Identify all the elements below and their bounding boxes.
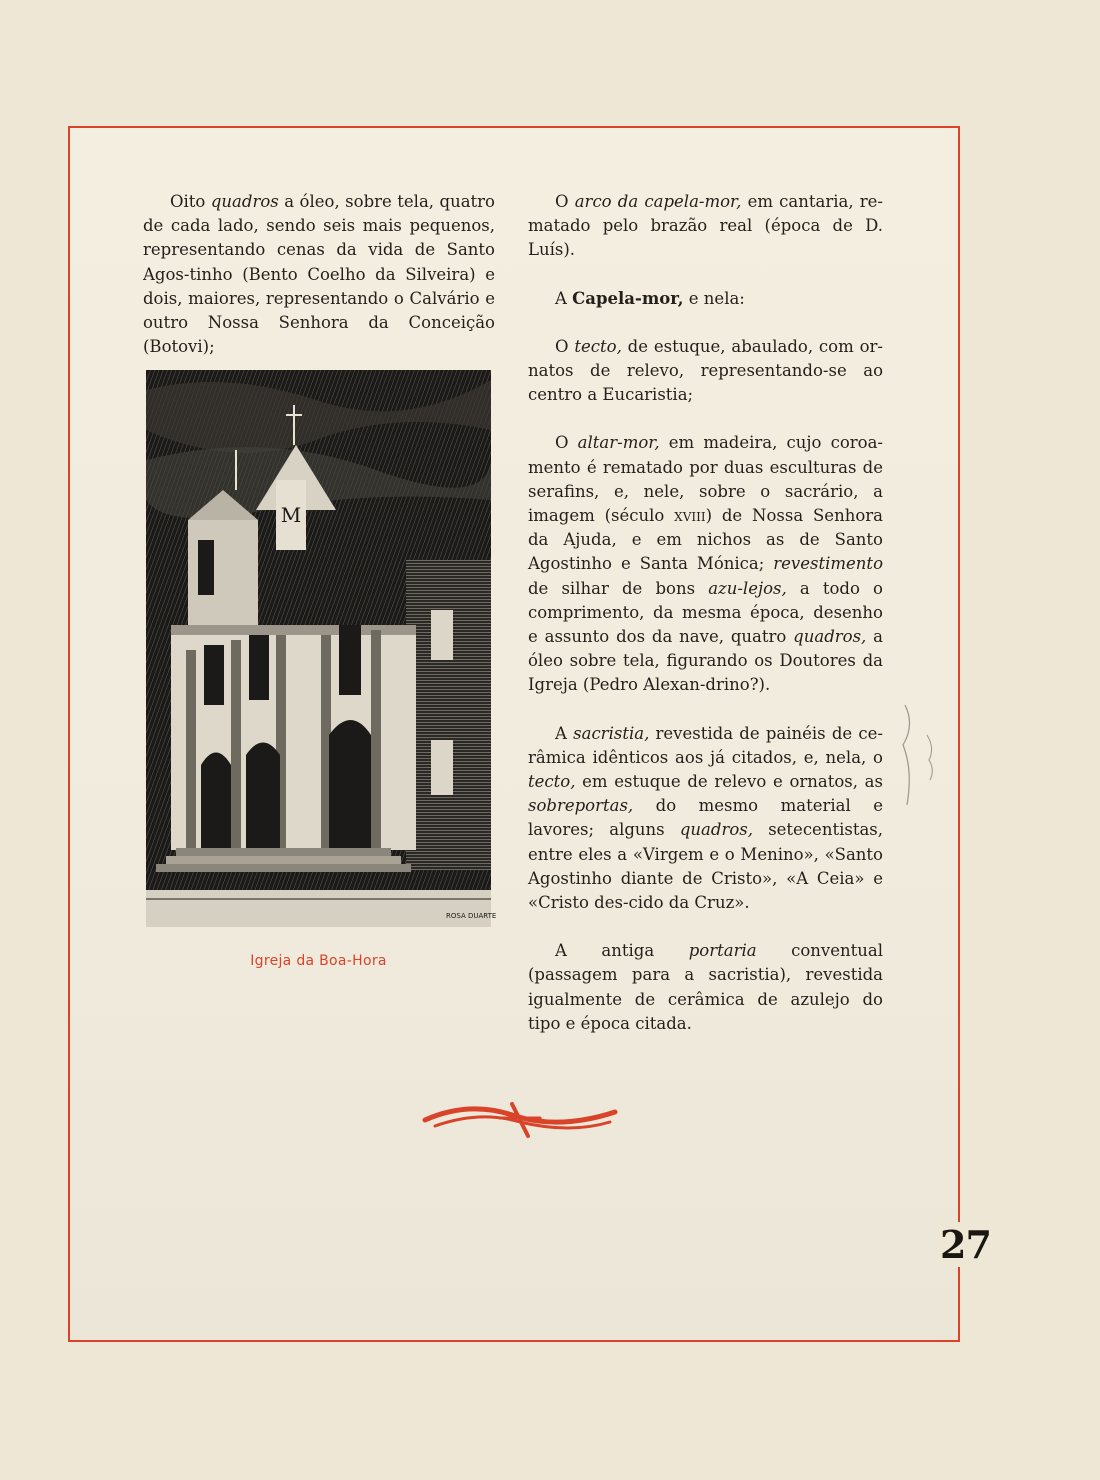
left-column <box>143 190 495 383</box>
text-run: O <box>555 336 575 356</box>
text-run: a óleo sobre tela, figurando os Doutores da Igreja (Pedro Alexan-drino?). <box>528 627 883 695</box>
text-run: O <box>555 192 575 211</box>
text-run: a todo o comprimento, da mesma época, desenho e assunto dos da nave, quatro <box>528 578 883 647</box>
italic-run: arco da capela-mor, <box>574 192 742 211</box>
paragraph <box>528 431 883 697</box>
italic-run: quadros <box>210 192 279 211</box>
italic-run: sobreportas, <box>528 796 634 816</box>
paragraph <box>528 287 883 311</box>
figure-caption: Igreja da Boa-Hora <box>250 953 387 969</box>
svg-text:M: M <box>280 503 302 527</box>
paragraph <box>528 190 883 263</box>
italic-run: portaria <box>688 941 757 961</box>
text-run: de silhar de bons <box>528 578 709 598</box>
paragraph <box>528 939 883 1036</box>
text-run: em madeira, cujo coroa-mento é rematado por duas esculturas de serafins, e, nele, sobre o sacrário, a imagem (século <box>528 433 883 526</box>
italic-run: tecto, <box>574 336 622 356</box>
italic-run: revestimento <box>773 554 883 574</box>
paragraph <box>528 722 883 916</box>
text-run: setecentistas, entre eles a «Virgem e o Menino», «Santo Agostinho diante de Cristo», «A Ceia» e «Cristo des-cido da Cruz». <box>528 820 884 913</box>
paragraph <box>528 335 883 408</box>
page-number: 27 <box>936 1222 995 1267</box>
text-run: O <box>555 433 578 453</box>
italic-run: quadros, <box>679 820 753 840</box>
text-run: conventual (passagem para a sacristia), revestida igualmente de cerâmica de azulejo do tipo e época citada. <box>528 941 883 1033</box>
flourish-ornament-icon <box>420 1100 620 1144</box>
text-run: A <box>555 288 573 308</box>
text-run: revestida de painéis de ce-râmica idênticos aos já citados, e, nela, o <box>528 723 883 767</box>
text-run: em estuque de relevo e ornatos, as <box>575 772 883 792</box>
text-run: Oito <box>170 192 211 211</box>
text-run: A <box>555 723 574 743</box>
text-run: de estuque, abaulado, com or-natos de relevo, representando-se ao centro a Eucaristia; <box>528 336 883 405</box>
italic-run: sacristia, <box>573 723 650 743</box>
text-run: do mesmo material e lavores; alguns <box>528 796 883 840</box>
text-run: a óleo, sobre tela, quatro de cada lado, sendo seis mais pequenos, representando cenas da vida de Santo Agos-tinho (Bento Coelho da Silveira) e dois, maiores, representando o Calvário e outro Nossa Senhora da Conceição (Botovi); <box>143 192 495 357</box>
text-run: A antiga <box>555 941 689 961</box>
italic-run: tecto, <box>528 772 576 792</box>
text-run: xviii <box>674 506 706 526</box>
text-run: e nela: <box>683 288 745 308</box>
italic-run: quadros, <box>793 627 867 647</box>
text-run: em cantaria, re-matado pelo brazão real (época de D. Luís). <box>528 192 883 260</box>
text-run: ) de Nossa Senhora da Ajuda, e em nichos as de Santo Agostinho e Santa Mónica; <box>528 506 883 574</box>
right-column <box>528 190 883 1060</box>
paragraph <box>143 190 495 359</box>
engraving-signature: ROSA DUARTE <box>446 912 497 920</box>
pencil-margin-mark <box>895 700 945 814</box>
bold-run: Capela-mor, <box>572 288 684 308</box>
church-engraving <box>146 370 497 927</box>
italic-run: altar-mor, <box>577 433 660 453</box>
italic-run: azu-lejos, <box>708 578 787 598</box>
